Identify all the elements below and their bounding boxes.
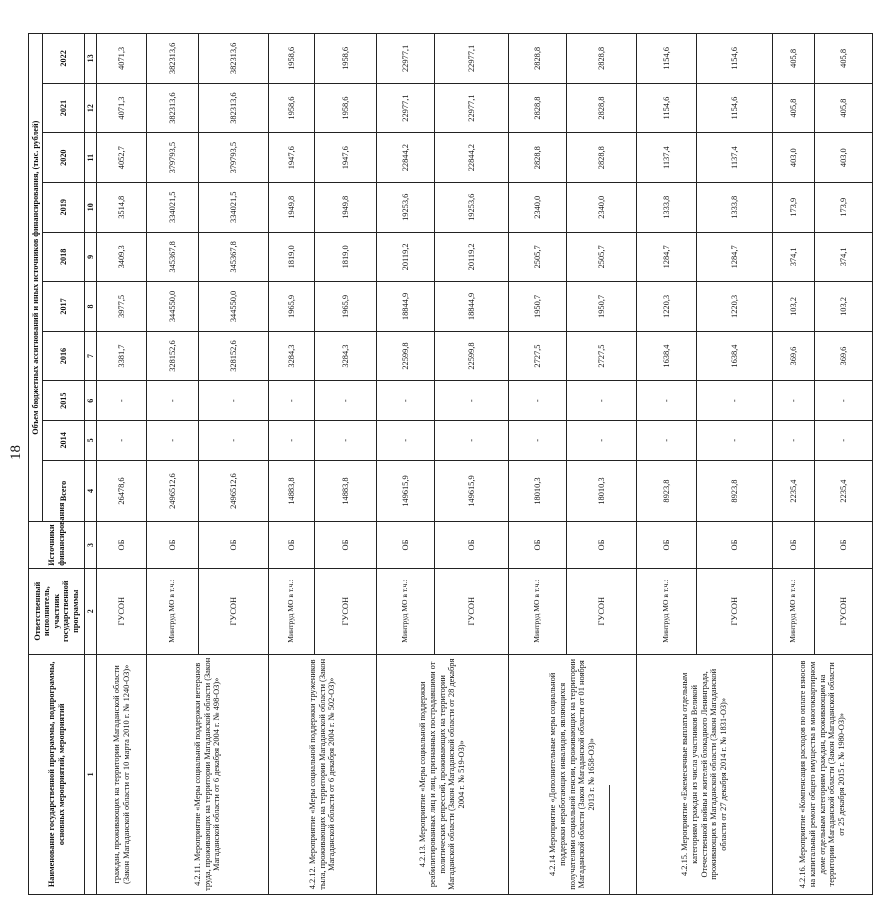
executor-cell: ГУСОН (567, 568, 637, 654)
source-cell: ОБ (773, 522, 815, 568)
executor-cell: ГУСОН (315, 568, 377, 654)
year-value-cell: 1958,6 (315, 34, 377, 84)
header-year: 2017 (43, 282, 85, 332)
total-cell: 149615,9 (377, 460, 435, 522)
year-value-cell: - (97, 381, 147, 421)
year-value-cell: 1154,6 (637, 34, 697, 84)
year-value-cell: 19253,6 (435, 182, 509, 232)
year-value-cell: 2505,7 (567, 232, 637, 282)
year-value-cell: 18844,9 (435, 282, 509, 332)
year-value-cell: 4052,7 (97, 133, 147, 183)
year-value-cell: 1958,6 (269, 83, 315, 133)
year-value-cell: - (315, 421, 377, 461)
year-value-cell: 344550,0 (147, 282, 199, 332)
year-value-cell: 2505,7 (509, 232, 567, 282)
col-number: 6 (85, 381, 97, 421)
year-value-cell: 344550,0 (199, 282, 269, 332)
measure-name: 4.2.16. Мероприятие «Компенсация расходов по оплате взносов на капитальный ремонт общего имущества в многоквартирном доме отдельным категориям граждан, проживающим на территории Магаданской области (Закон Магаданской области от 25 декабря 2015 г. № 1980-ОЗ)» (773, 654, 873, 894)
measure-name: граждан, проживающих на территории Магаданской области (Закон Магаданской области от 10 марта 2010 г. № 1240-ОЗ)» (97, 654, 147, 894)
year-value-cell: - (773, 381, 815, 421)
header-executor: Ответственный исполнитель, участник государственной программы (29, 568, 85, 654)
year-value-cell: 4071,3 (97, 83, 147, 133)
year-value-cell: 2727,5 (509, 331, 567, 381)
year-value-cell: - (147, 381, 199, 421)
year-value-cell: 2828,8 (567, 34, 637, 84)
year-value-cell: 1284,7 (697, 232, 773, 282)
year-value-cell: 22977,1 (377, 34, 435, 84)
year-value-cell: 1958,6 (269, 34, 315, 84)
total-cell: 2496512,6 (199, 460, 269, 522)
year-value-cell: 334021,5 (147, 182, 199, 232)
table-row (377, 34, 435, 895)
table-row (637, 34, 697, 895)
executor-cell: Минтруд МО в т.ч.: (509, 568, 567, 654)
year-value-cell: 2340,0 (509, 182, 567, 232)
year-value-cell: 1284,7 (637, 232, 697, 282)
header-source: Источники финансирования (29, 522, 85, 568)
header-volume: Объем бюджетных ассигнований и иных источников финансирования, (тыс. рублей) (29, 34, 43, 522)
col-number: 5 (85, 421, 97, 461)
col-number: 8 (85, 282, 97, 332)
year-value-cell: 1137,4 (637, 133, 697, 183)
source-cell: ОБ (97, 522, 147, 568)
table-row (147, 34, 199, 895)
year-value-cell: - (637, 421, 697, 461)
source-cell: ОБ (697, 522, 773, 568)
header-year: 2019 (43, 182, 85, 232)
year-value-cell: 328152,6 (147, 331, 199, 381)
measure-name: 4.2.11. Мероприятие «Меры социальной поддержки ветеранов труда, проживающих на территории Магаданской области (Закон Магаданской области от 6 декабря 2004 г. № 498-ОЗ)» (147, 654, 269, 894)
year-value-cell: 1947,6 (315, 133, 377, 183)
year-value-cell: 345367,8 (147, 232, 199, 282)
year-value-cell: 22599,8 (435, 331, 509, 381)
total-cell: 149615,9 (435, 460, 509, 522)
year-value-cell: 1819,0 (315, 232, 377, 282)
year-value-cell: 382313,6 (147, 34, 199, 84)
year-value-cell: 1949,8 (315, 182, 377, 232)
year-value-cell: 1220,3 (637, 282, 697, 332)
source-cell: ОБ (147, 522, 199, 568)
year-value-cell: 1819,0 (269, 232, 315, 282)
year-value-cell: - (97, 421, 147, 461)
year-value-cell: 403,0 (815, 133, 873, 183)
year-value-cell: 1947,6 (269, 133, 315, 183)
header-year: 2018 (43, 232, 85, 282)
year-value-cell: - (199, 421, 269, 461)
year-value-cell: 369,6 (815, 331, 873, 381)
year-value-cell: 1638,4 (637, 331, 697, 381)
year-value-cell: 2828,8 (509, 133, 567, 183)
year-value-cell: 103,2 (815, 282, 873, 332)
year-value-cell: 1965,9 (315, 282, 377, 332)
total-cell: 2235,4 (815, 460, 873, 522)
total-cell: 18010,3 (509, 460, 567, 522)
col-number: 9 (85, 232, 97, 282)
header-year: 2022 (43, 34, 85, 84)
year-value-cell: - (697, 381, 773, 421)
col-number: 3 (85, 522, 97, 568)
year-value-cell: 1154,6 (697, 83, 773, 133)
header-year: 2014 (43, 421, 85, 461)
year-value-cell: 22977,1 (377, 83, 435, 133)
total-cell: 2235,4 (773, 460, 815, 522)
col-number: 4 (85, 460, 97, 522)
year-value-cell: 345367,8 (199, 232, 269, 282)
year-value-cell: 374,1 (815, 232, 873, 282)
source-cell: ОБ (567, 522, 637, 568)
total-cell: 2496512,6 (147, 460, 199, 522)
year-value-cell: 405,8 (773, 34, 815, 84)
year-value-cell: 3381,7 (97, 331, 147, 381)
year-value-cell: 19253,6 (377, 182, 435, 232)
header-name: Наименование государственной программы, подпрограммы, основных мероприятий, мероприятий (29, 654, 85, 894)
year-value-cell: 3514,8 (97, 182, 147, 232)
year-value-cell: - (147, 421, 199, 461)
year-value-cell: - (815, 421, 873, 461)
year-value-cell: - (269, 421, 315, 461)
year-value-cell: 1137,4 (697, 133, 773, 183)
table-row (269, 34, 315, 895)
year-value-cell: - (773, 421, 815, 461)
year-value-cell: - (567, 381, 637, 421)
year-value-cell: 20119,2 (435, 232, 509, 282)
year-value-cell: 22599,8 (377, 331, 435, 381)
year-value-cell: 22844,2 (377, 133, 435, 183)
year-value-cell: 2340,0 (567, 182, 637, 232)
source-cell: ОБ (315, 522, 377, 568)
year-value-cell: 405,8 (815, 83, 873, 133)
header-total: Всего (43, 460, 85, 522)
executor-cell: Минтруд МО в т.ч.: (269, 568, 315, 654)
year-value-cell: 1333,8 (697, 182, 773, 232)
year-value-cell: 379793,5 (199, 133, 269, 183)
year-value-cell: 369,6 (773, 331, 815, 381)
year-value-cell: 20119,2 (377, 232, 435, 282)
year-value-cell: 173,9 (773, 182, 815, 232)
year-value-cell: 22977,1 (435, 34, 509, 84)
year-value-cell: - (435, 421, 509, 461)
year-value-cell: 405,8 (815, 34, 873, 84)
source-cell: ОБ (509, 522, 567, 568)
table-body (97, 34, 873, 895)
year-value-cell: 2828,8 (509, 83, 567, 133)
year-value-cell: - (509, 421, 567, 461)
executor-cell: Минтруд МО в т.ч.: (377, 568, 435, 654)
year-value-cell: 405,8 (773, 83, 815, 133)
total-cell: 18010,3 (567, 460, 637, 522)
year-value-cell: 1950,7 (567, 282, 637, 332)
total-cell: 14883,8 (315, 460, 377, 522)
header-year: 2015 (43, 381, 85, 421)
source-cell: ОБ (199, 522, 269, 568)
total-cell: 8923,8 (697, 460, 773, 522)
year-value-cell: - (315, 381, 377, 421)
year-value-cell: - (269, 381, 315, 421)
year-value-cell: 1333,8 (637, 182, 697, 232)
year-value-cell: 1965,9 (269, 282, 315, 332)
page-number: 18 (8, 445, 24, 460)
col-number: 11 (85, 133, 97, 183)
year-value-cell: - (697, 421, 773, 461)
measure-name: 4.2.13. Мероприятие «Меры социальной поддержки реабилитированных лиц и лиц, признанных пострадавшими от политических репрессий, проживающих на территории Магаданской области (Закон Магаданской области от 28 декабря 2004 г. № 519-ОЗ)» (377, 654, 509, 894)
year-value-cell: 382313,6 (199, 83, 269, 133)
year-value-cell: 1154,6 (697, 34, 773, 84)
year-value-cell: - (199, 381, 269, 421)
year-value-cell: - (377, 421, 435, 461)
measure-name: 4.2.12. Мероприятие «Меры социальной поддержки тружеников тыла, проживающих на территории Магаданской области (Закон Магаданской области от 6 декабря 2004 г. № 502-ОЗ)» (269, 654, 377, 894)
year-value-cell: 1154,6 (637, 83, 697, 133)
year-value-cell: - (509, 381, 567, 421)
total-cell: 14883,8 (269, 460, 315, 522)
year-value-cell: 382313,6 (199, 34, 269, 84)
col-number: 10 (85, 182, 97, 232)
header-year: 2021 (43, 83, 85, 133)
year-value-cell: 2828,8 (567, 133, 637, 183)
measure-name: 4.2.14 Мероприятие «Дополнительные меры социальной поддержки неработающих инвалидов, являющихся получателями социальной пенсии, проживающих на территории Магаданской области (Закон Магаданской области от 01 ноября 2013 г. № 1658-ОЗ)» (509, 654, 637, 894)
year-value-cell: 1638,4 (697, 331, 773, 381)
table-row (97, 34, 147, 895)
source-cell: ОБ (377, 522, 435, 568)
year-value-cell: 3977,5 (97, 282, 147, 332)
year-value-cell: 3284,3 (269, 331, 315, 381)
col-number: 1 (85, 654, 97, 894)
year-value-cell: 3409,3 (97, 232, 147, 282)
year-value-cell: 1220,3 (697, 282, 773, 332)
year-value-cell: 3284,3 (315, 331, 377, 381)
col-number: 7 (85, 331, 97, 381)
year-value-cell: 379793,5 (147, 133, 199, 183)
year-value-cell: 382313,6 (147, 83, 199, 133)
total-cell: 26478,6 (97, 460, 147, 522)
year-value-cell: 103,2 (773, 282, 815, 332)
executor-cell: ГУСОН (697, 568, 773, 654)
year-value-cell: 334021,5 (199, 182, 269, 232)
year-value-cell: 403,0 (773, 133, 815, 183)
year-value-cell: - (637, 381, 697, 421)
executor-cell: ГУСОН (97, 568, 147, 654)
year-value-cell: 374,1 (773, 232, 815, 282)
executor-cell: ГУСОН (199, 568, 269, 654)
year-value-cell: 1949,8 (269, 182, 315, 232)
year-value-cell: 2828,8 (567, 83, 637, 133)
divider-line (609, 785, 610, 895)
year-value-cell: 1958,6 (315, 83, 377, 133)
year-value-cell: - (567, 421, 637, 461)
header-year: 2016 (43, 331, 85, 381)
measure-name: 4.2.15. Мероприятие «Ежемесячные выплаты отдельным категориям граждан из числа участников Великой Отечественной войны и жителей блокадного Ленинграда, проживающих в Магаданской области (Закон Магаданской области от 27 декабря 2014 г. № 1831-ОЗ)» (637, 654, 773, 894)
year-value-cell: - (815, 381, 873, 421)
year-value-cell: 328152,6 (199, 331, 269, 381)
table-row (509, 34, 567, 895)
year-value-cell: 2727,5 (567, 331, 637, 381)
year-value-cell: 1950,7 (509, 282, 567, 332)
executor-cell: Минтруд МО в т.ч.: (637, 568, 697, 654)
year-value-cell: 173,9 (815, 182, 873, 232)
executor-cell: Минтруд МО в т.ч.: (147, 568, 199, 654)
financing-table (28, 33, 873, 895)
source-cell: ОБ (269, 522, 315, 568)
source-cell: ОБ (637, 522, 697, 568)
year-value-cell: 2828,8 (509, 34, 567, 84)
source-cell: ОБ (435, 522, 509, 568)
year-value-cell: - (435, 381, 509, 421)
col-number: 12 (85, 83, 97, 133)
year-value-cell: 18844,9 (377, 282, 435, 332)
executor-cell: ГУСОН (815, 568, 873, 654)
source-cell: ОБ (815, 522, 873, 568)
executor-cell: Минтруд МО в т.ч.: (773, 568, 815, 654)
year-value-cell: 22844,2 (435, 133, 509, 183)
year-value-cell: - (377, 381, 435, 421)
table-row (773, 34, 815, 895)
executor-cell: ГУСОН (435, 568, 509, 654)
header-year: 2020 (43, 133, 85, 183)
year-value-cell: 4071,3 (97, 34, 147, 84)
total-cell: 8923,8 (637, 460, 697, 522)
col-number: 13 (85, 34, 97, 84)
col-number: 2 (85, 568, 97, 654)
year-value-cell: 22977,1 (435, 83, 509, 133)
